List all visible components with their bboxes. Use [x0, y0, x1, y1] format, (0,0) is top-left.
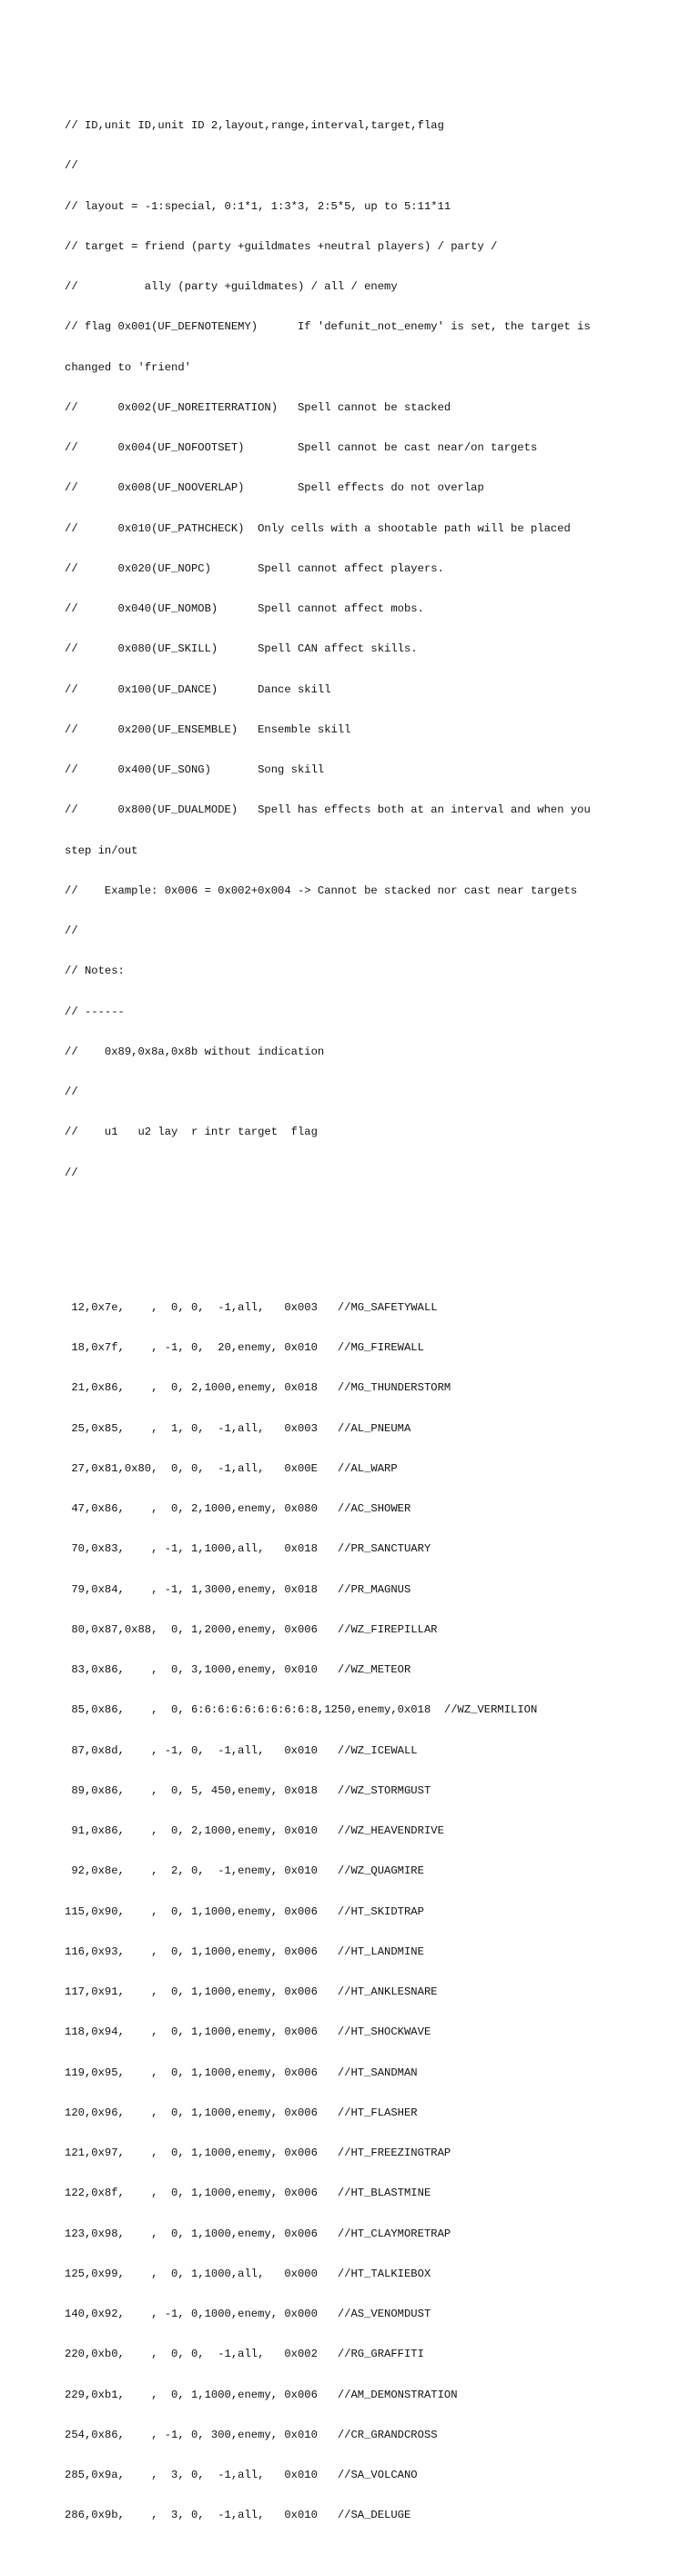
data-row: 117,0x91, , 0, 1,1000,enemy, 0x006 //HT_ANKLESNARE — [65, 1985, 438, 1998]
comment-line: // flag 0x001(UF_DEFNOTENEMY) If 'defunit_not_enemy' is set, the target is — [65, 320, 591, 334]
comment-line: // Example: 0x006 = 0x002+0x004 -> Cannot be stacked nor cast near targets — [65, 884, 578, 897]
comment-line: // 0x200(UF_ENSEMBLE) Ensemble skill — [65, 722, 351, 736]
data-row: 254,0x86, , -1, 0, 300,enemy, 0x010 //CR_GRANDCROSS — [65, 2428, 438, 2441]
comment-line: // — [65, 1166, 78, 1179]
blank-line — [65, 1233, 684, 1248]
data-row: 47,0x86, , 0, 2,1000,enemy, 0x080 //AC_SHOWER — [65, 1502, 411, 1515]
data-row: 80,0x87,0x88, 0, 1,2000,enemy, 0x006 //WZ_FIREPILLAR — [65, 1622, 438, 1636]
comment-line: // 0x800(UF_DUALMODE) Spell has effects both at an interval and when you — [65, 803, 591, 817]
comment-line: // 0x040(UF_NOMOB) Spell cannot affect mobs. — [65, 602, 424, 615]
comment-line: step in/out — [65, 844, 138, 857]
data-row: 119,0x95, , 0, 1,1000,enemy, 0x006 //HT_SANDMAN — [65, 2066, 418, 2079]
data-row: 12,0x7e, , 0, 0, -1,all, 0x003 //MG_SAFETYWALL — [65, 1300, 438, 1314]
comment-line: changed to 'friend' — [65, 360, 191, 374]
data-row: 27,0x81,0x80, 0, 0, -1,all, 0x00E //AL_WARP — [65, 1461, 398, 1475]
data-row: 220,0xb0, , 0, 0, -1,all, 0x002 //RG_GRAFFITI — [65, 2348, 424, 2361]
comment-line: // 0x008(UF_NOOVERLAP) Spell effects do not overlap — [65, 481, 484, 495]
data-row: 83,0x86, , 0, 3,1000,enemy, 0x010 //WZ_METEOR — [65, 1663, 411, 1676]
comment-line: // 0x100(UF_DANCE) Dance skill — [65, 682, 331, 696]
data-row: 25,0x85, , 1, 0, -1,all, 0x003 //AL_PNEUMA — [65, 1421, 411, 1435]
data-row: 70,0x83, , -1, 1,1000,all, 0x018 //PR_SANCTUARY — [65, 1542, 431, 1556]
comment-line: // — [65, 1086, 78, 1098]
data-row: 87,0x8d, , -1, 0, -1,all, 0x010 //WZ_ICEWALL — [65, 1743, 418, 1757]
data-row: 286,0x9b, , 3, 0, -1,all, 0x010 //SA_DELUGE — [65, 2509, 411, 2522]
data-row: 21,0x86, , 0, 2,1000,enemy, 0x018 //MG_THUNDERSTORM — [65, 1381, 451, 1395]
data-row: 140,0x92, , -1, 0,1000,enemy, 0x000 //AS_VENOMDUST — [65, 2308, 431, 2320]
data-row: 116,0x93, , 0, 1,1000,enemy, 0x006 //HT_LANDMINE — [65, 1945, 424, 1958]
data-row: 91,0x86, , 0, 2,1000,enemy, 0x010 //WZ_HEAVENDRIVE — [65, 1824, 444, 1837]
data-row: 18,0x7f, , -1, 0, 20,enemy, 0x010 //MG_FIREWALL — [65, 1341, 424, 1354]
comment-line: // ------ — [65, 1005, 125, 1018]
data-row: 123,0x98, , 0, 1,1000,enemy, 0x006 //HT_CLAYMORETRAP — [65, 2227, 451, 2240]
data-row: 121,0x97, , 0, 1,1000,enemy, 0x006 //HT_FREEZINGTRAP — [65, 2147, 451, 2159]
comment-line: // 0x010(UF_PATHCHECK) Only cells with a shootable path will be placed — [65, 521, 571, 535]
data-row: 120,0x96, , 0, 1,1000,enemy, 0x006 //HT_FLASHER — [65, 2106, 418, 2119]
header-comment-block — [65, 93, 684, 1207]
comment-line: // 0x002(UF_NOREITERRATION) Spell cannot be stacked — [65, 400, 451, 414]
comment-line: // — [65, 924, 78, 937]
unit-data-table — [65, 1274, 684, 2549]
data-row: 125,0x99, , 0, 1,1000,all, 0x000 //HT_TALKIEBOX — [65, 2267, 431, 2280]
data-row: 229,0xb1, , 0, 1,1000,enemy, 0x006 //AM_DEMONSTRATION — [65, 2388, 458, 2401]
comment-line: // 0x004(UF_NOFOOTSET) Spell cannot be cast near/on targets — [65, 441, 538, 454]
data-row: 89,0x86, , 0, 5, 450,enemy, 0x018 //WZ_STORMGUST — [65, 1783, 431, 1797]
data-row: 79,0x84, , -1, 1,3000,enemy, 0x018 //PR_MAGNUS — [65, 1582, 411, 1596]
comment-line: // 0x080(UF_SKILL) Spell CAN affect skills. — [65, 642, 418, 656]
comment-line: // 0x89,0x8a,0x8b without indication — [65, 1045, 325, 1058]
data-row: 122,0x8f, , 0, 1,1000,enemy, 0x006 //HT_BLASTMINE — [65, 2187, 431, 2200]
comment-line: // layout = -1:special, 0:1*1, 1:3*3, 2:5*5, up to 5:11*11 — [65, 199, 451, 213]
comment-line: // 0x020(UF_NOPC) Spell cannot affect players. — [65, 561, 444, 575]
data-row: 92,0x8e, , 2, 0, -1,enemy, 0x010 //WZ_QUAGMIRE — [65, 1864, 424, 1878]
comment-line: // — [65, 159, 78, 173]
code-listing — [65, 66, 684, 2576]
data-row: 115,0x90, , 0, 1,1000,enemy, 0x006 //HT_SKIDTRAP — [65, 1904, 424, 1918]
comment-line: // ally (party +guildmates) / all / enemy — [65, 280, 398, 293]
comment-line: // u1 u2 lay r intr target flag — [65, 1126, 318, 1139]
comment-line: // ID,unit ID,unit ID 2,layout,range,interval,target,flag — [65, 119, 444, 132]
data-row: 85,0x86, , 0, 6:6:6:6:6:6:6:6:6:8,1250,enemy,0x018 //WZ_VERMILION — [65, 1703, 538, 1717]
data-row: 285,0x9a, , 3, 0, -1,all, 0x010 //SA_VOLCANO — [65, 2469, 418, 2481]
comment-line: // target = friend (party +guildmates +neutral players) / party / — [65, 239, 498, 253]
data-row: 118,0x94, , 0, 1,1000,enemy, 0x006 //HT_SHOCKWAVE — [65, 2025, 431, 2039]
comment-line: // Notes: — [65, 965, 125, 978]
comment-line: // 0x400(UF_SONG) Song skill — [65, 763, 325, 776]
